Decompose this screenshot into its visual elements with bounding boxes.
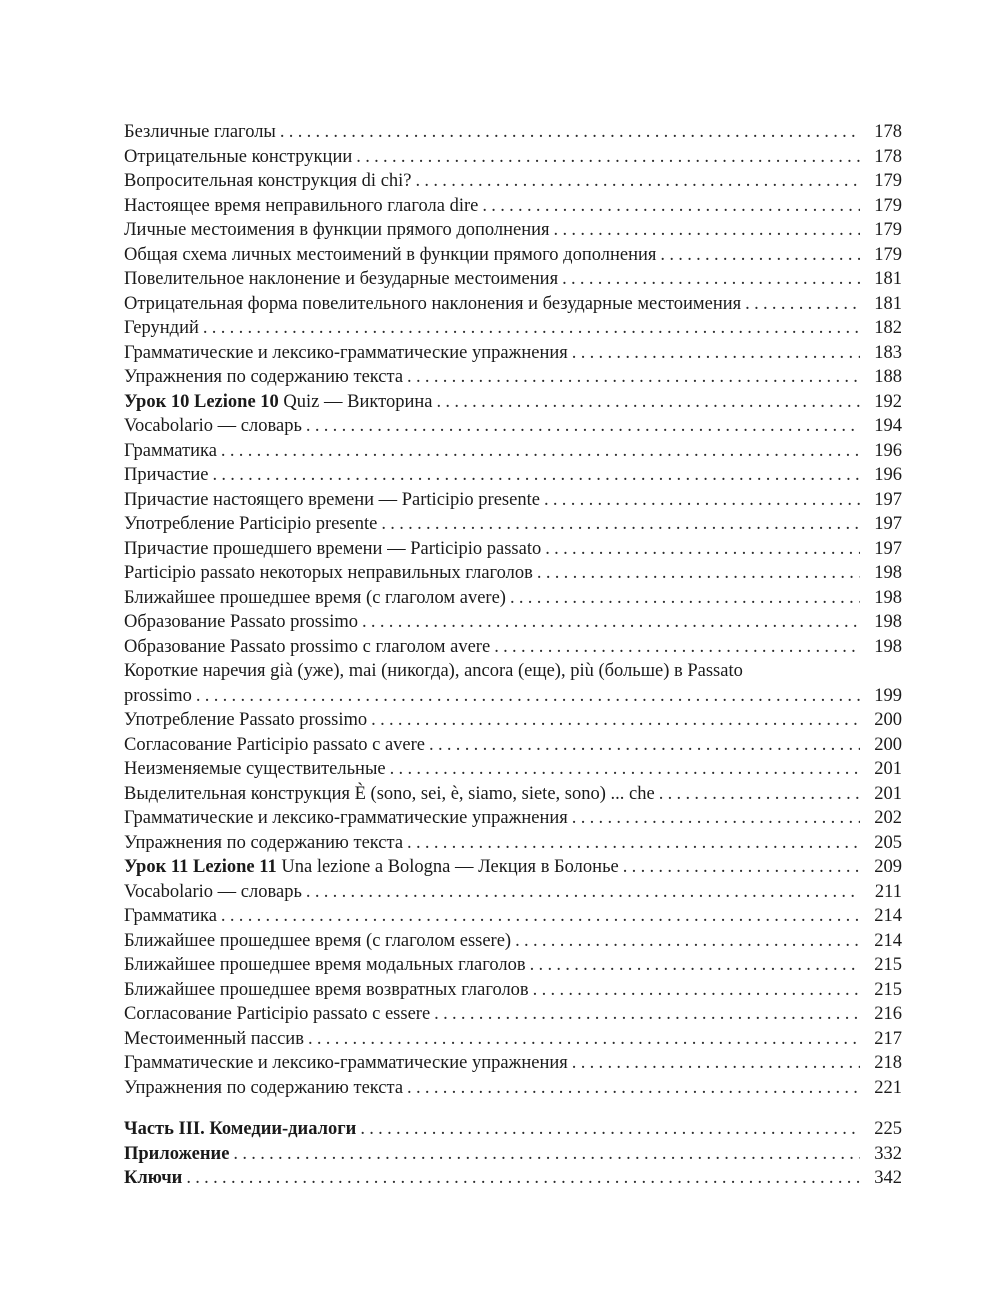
toc-entry-title: Общая схема личных местоимений в функции прямого дополнения [124,244,657,265]
toc-entry-page: 178 [874,146,902,167]
toc-entry[interactable] [124,1076,902,1101]
dot-leader [562,267,860,292]
toc-entry-page: 178 [874,122,902,142]
toc-entry-title: Местоименный пассив [124,1028,304,1049]
toc-entry-page: 181 [874,293,902,314]
dot-leader [306,414,860,439]
toc-entry[interactable] [124,831,902,856]
toc-entry-page: 196 [874,465,902,485]
toc-entry-title: Грамматика [124,440,217,461]
dot-leader [659,782,860,807]
dot-leader [407,1076,860,1101]
toc-entry[interactable] [124,904,902,929]
toc-entry-title: Грамматические и лексико-грамматические упражнения [124,808,568,828]
toc-entry-page: 211 [874,881,902,902]
toc-entry-title: Отрицательная форма повелительного наклонения и безударные местоимения [124,293,742,314]
dot-leader [196,684,860,709]
toc-entry[interactable] [124,341,902,366]
toc-entry[interactable] [124,120,902,145]
toc-entry-title: Participio passato некоторых неправильных глаголов [124,563,533,583]
dot-leader [494,635,860,660]
toc-entry[interactable] [124,1051,902,1076]
toc-entry-title: Упражнения по содержанию текста [124,367,404,387]
toc-entry-title: Упражнения по содержанию текста [124,832,404,853]
toc-entry-title: Неизменяемые существительные [124,759,386,779]
dot-leader [429,733,860,758]
lesson-title: Quiz — Викторина [278,391,433,412]
dot-leader [416,169,861,194]
toc-entry-title: Причастие [124,465,209,485]
toc-entry-page: 214 [874,930,902,951]
dot-leader [434,1002,860,1027]
toc-entry-page: 181 [874,269,902,289]
lesson-label: Урок 11 Lezione 11 [124,857,277,877]
toc-entry-title-line2: prossimo [124,685,192,706]
toc-entry-page: 197 [874,538,902,559]
toc-entry-page: 205 [874,832,902,853]
toc-entry[interactable] [124,537,902,562]
toc-entry-title: Ближайшее прошедшее время (с глаголом essere) [124,930,512,951]
toc-entry[interactable] [124,953,902,978]
dot-leader [308,1027,860,1052]
toc-entry-page: 215 [874,979,902,1000]
toc-entry-page: 218 [874,1053,902,1073]
toc-entry[interactable] [124,610,902,635]
toc-entry-page: 198 [874,636,902,657]
toc-entry[interactable] [124,292,902,317]
toc-entry[interactable] [124,439,902,464]
toc-entry-title: Образование Passato prossimo [124,612,358,632]
dot-leader [221,439,860,464]
toc-entry[interactable] [124,512,902,537]
section-spacer [124,1100,902,1117]
toc-entry-page: 216 [874,1004,902,1024]
toc-entry-title: Упражнения по содержанию текста [124,1077,404,1098]
toc-entry-page: 196 [874,440,902,461]
toc-entry[interactable] [124,1002,902,1027]
toc-entry[interactable] [124,414,902,439]
dot-leader [233,1142,860,1167]
dot-leader [212,463,860,488]
toc-entry[interactable] [124,218,902,243]
dot-leader [371,708,860,733]
toc-entry-page: 197 [874,514,902,534]
toc-entry[interactable] [124,880,902,905]
toc-entry-title: Безличные глаголы [124,122,276,142]
toc-entry-page: 197 [874,489,902,510]
toc-lesson-heading[interactable] [124,390,902,415]
toc-entry-page: 194 [874,416,902,436]
toc-entry-title [124,390,432,415]
toc-part-entry[interactable] [124,1166,902,1191]
toc-entry[interactable] [124,978,902,1003]
toc-entry-title: Настоящее время неправильного глагола dire [124,195,479,216]
toc-entry-title: Употребление Participio presente [124,514,378,534]
toc-entry-line2 [124,684,902,709]
dot-leader [660,243,860,268]
lesson-label: Урок 10 Lezione 10 [124,391,279,412]
toc-entry-title: Употребление Passato prossimo [124,710,368,730]
dot-leader [544,488,860,513]
toc-entry-title: Vocabolario — словарь [124,881,302,902]
toc-entry[interactable] [124,782,902,807]
dot-leader [407,831,860,856]
toc-entry-title: Грамматические и лексико-грамматические упражнения [124,342,568,363]
toc-entry-page: 215 [874,955,902,975]
toc-entry[interactable] [124,635,902,660]
toc-entry-page: 201 [874,759,902,779]
toc-part-title: Ключи [124,1168,183,1188]
toc-entry[interactable] [124,757,902,782]
dot-leader [572,341,860,366]
toc-entry[interactable] [124,929,902,954]
toc-entry-title: Вопросительная конструкция di chi? [124,171,412,191]
dot-leader [280,120,860,145]
toc-entry-title: Ближайшее прошедшее время возвратных глаголов [124,979,529,1000]
toc-entry[interactable] [124,145,902,170]
dot-leader [515,929,860,954]
toc-part-page: 225 [874,1119,902,1139]
table-of-contents [124,120,902,1191]
toc-entry-title: Vocabolario — словарь [124,416,302,436]
dot-leader [436,390,860,415]
toc-part-entry[interactable] [124,1117,902,1142]
toc-entry-title: Согласование Participio passato с avere [124,734,426,755]
toc-entry-title-line1: Короткие наречия già (уже), mai (никогда), ancora (еще), più (больше) в Passato [124,661,743,681]
toc-part-page: 342 [874,1168,902,1188]
toc-entry[interactable] [124,1027,902,1052]
toc-part-title: Часть III. Комедии-диалоги [124,1119,357,1139]
toc-entry-multiline[interactable] [124,659,902,708]
toc-entry[interactable] [124,733,902,758]
toc-entry-title: Ближайшее прошедшее время модальных глаголов [124,955,526,975]
toc-entry-page: 183 [874,342,902,363]
dot-leader [510,586,860,611]
dot-leader [482,194,860,219]
dot-leader [572,1051,860,1076]
toc-entry-page: 188 [874,367,902,387]
toc-entry-page: 179 [874,244,902,265]
toc-entry-page: 209 [874,857,902,877]
toc-entry-title: Повелительное наклонение и безударные местоимения [124,269,559,289]
toc-entry[interactable] [124,194,902,219]
toc-entry-title: Ближайшее прошедшее время (с глаголом avere) [124,587,506,608]
toc-part-entry[interactable] [124,1142,902,1167]
toc-entry[interactable] [124,267,902,292]
toc-entry[interactable] [124,463,902,488]
toc-entry-page: 199 [874,685,902,706]
toc-entry-title: Выделительная конструкция È (sono, sei, è, siamo, siete, sono) ... che [124,783,655,804]
toc-entry[interactable] [124,561,902,586]
toc-entry[interactable] [124,316,902,341]
toc-entry-page: 192 [874,391,902,412]
toc-entry[interactable] [124,586,902,611]
toc-entry-title: Личные местоимения в функции прямого дополнения [124,220,550,240]
toc-entry-page: 198 [874,612,902,632]
dot-leader [533,978,860,1003]
toc-entry-page: 182 [874,318,902,338]
dot-leader [554,218,860,243]
dot-leader [530,953,860,978]
toc-entry-title: Причастие настоящего времени — Participio presente [124,489,540,510]
toc-entry-page: 179 [874,171,902,191]
toc-entry-page: 198 [874,587,902,608]
toc-entry-page: 179 [874,195,902,216]
toc-entry-page: 221 [874,1077,902,1098]
dot-leader [745,292,860,317]
dot-leader [537,561,860,586]
toc-entry-page: 200 [874,710,902,730]
toc-entry[interactable] [124,243,902,268]
dot-leader [306,880,860,905]
toc-entry[interactable] [124,806,902,831]
dot-leader [407,365,860,390]
toc-entry[interactable] [124,365,902,390]
toc-entry-page: 214 [874,906,902,926]
dot-leader [186,1166,860,1191]
toc-entry[interactable] [124,708,902,733]
toc-entry-page: 200 [874,734,902,755]
dot-leader [390,757,860,782]
dot-leader [360,1117,860,1142]
toc-entry-page: 198 [874,563,902,583]
toc-entry-title: Отрицательные конструкции [124,146,353,167]
dot-leader [362,610,860,635]
dot-leader [381,512,860,537]
toc-entry-title: Грамматика [124,906,217,926]
dot-leader [545,537,860,562]
toc-entry-title: Согласование Participio passato с essere [124,1004,431,1024]
dot-leader [203,316,860,341]
toc-entry[interactable] [124,169,902,194]
toc-entry-title: Образование Passato prossimo с глаголом avere [124,636,491,657]
toc-entry-page: 201 [874,783,902,804]
dot-leader [623,855,860,880]
lesson-title: Una lezione a Bologna — Лекция в Болонье [276,857,619,877]
dot-leader [356,145,860,170]
toc-entry-title: Герундий [124,318,199,338]
toc-entry[interactable] [124,488,902,513]
toc-part-page: 332 [874,1143,902,1164]
toc-entry-title [124,855,619,880]
toc-entry-page: 179 [874,220,902,240]
toc-entry-title: Причастие прошедшего времени — Participio passato [124,538,542,559]
dot-leader [221,904,860,929]
toc-entry-title: Грамматические и лексико-грамматические упражнения [124,1053,568,1073]
toc-entry-page: 217 [874,1028,902,1049]
dot-leader [572,806,860,831]
toc-lesson-heading[interactable] [124,855,902,880]
toc-entry-page: 202 [874,808,902,828]
toc-part-title: Приложение [124,1143,230,1164]
